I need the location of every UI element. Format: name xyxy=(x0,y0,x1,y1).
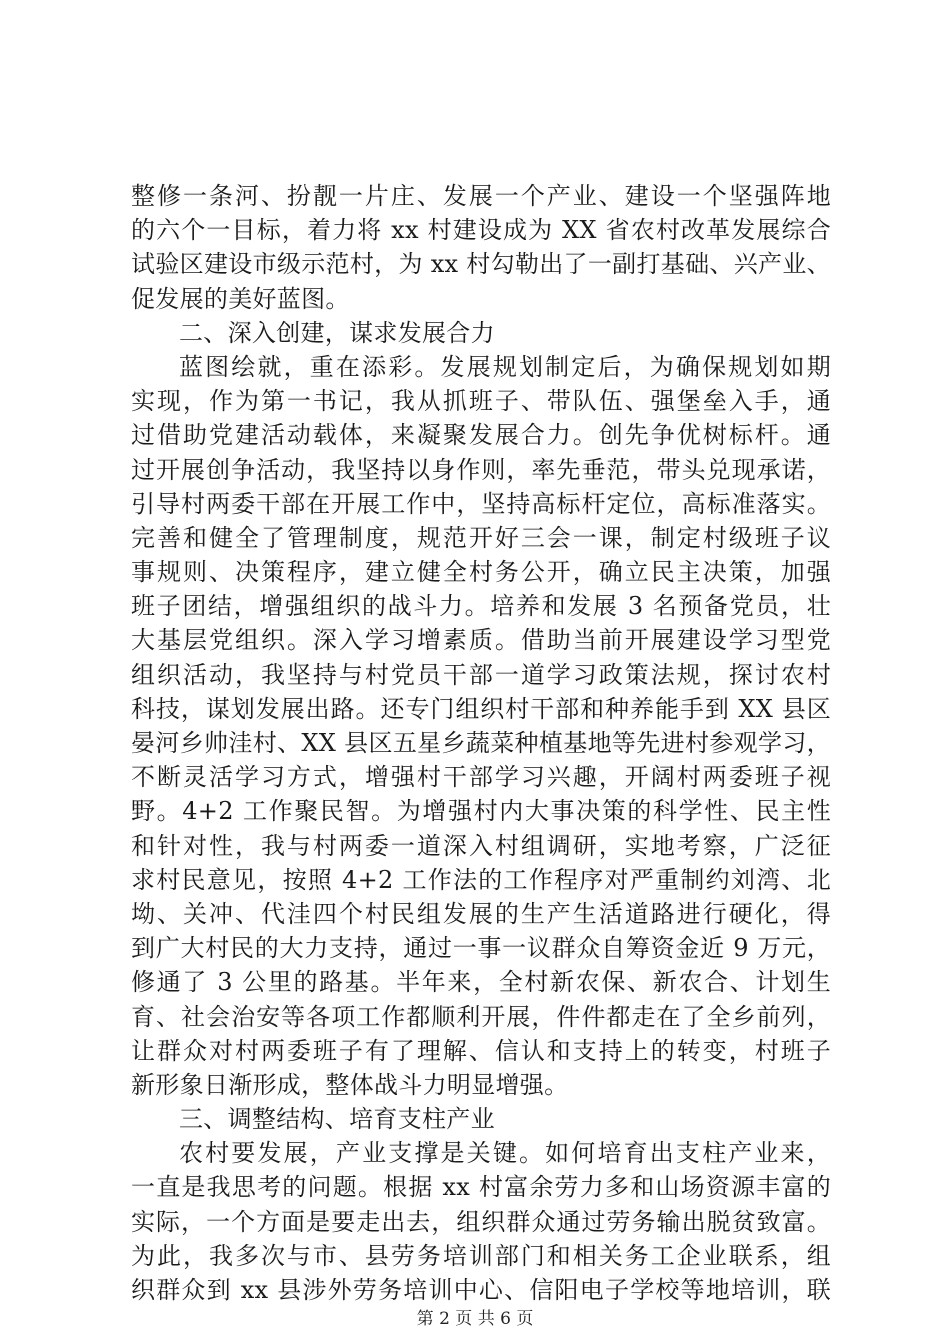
text-line: 修通了 3 公里的路基。半年来，全村新农保、新农合、计划生 xyxy=(131,968,831,997)
text-line: 为此，我多次与市、县劳务培训部门和相关务工企业联系，组 xyxy=(131,1241,831,1270)
text-line: 求村民意见，按照 4+2 工作法的工作程序对严重制约刘湾、北 xyxy=(131,865,831,894)
text-line: 坳、关冲、代洼四个村民组发展的生产生活道路进行硬化，得 xyxy=(131,899,831,928)
text-line: 引导村两委干部在开展工作中，坚持高标杆定位，高标准落实。 xyxy=(131,489,831,518)
text-line: 三、调整结构、培育支柱产业 xyxy=(179,1105,495,1134)
text-line: 农村要发展，产业支撑是关键。如何培育出支柱产业来， xyxy=(179,1139,831,1168)
text-line: 和针对性，我与村两委一道深入村组调研，实地考察，广泛征 xyxy=(131,831,831,860)
text-line: 促发展的美好蓝图。 xyxy=(131,284,350,313)
text-line: 事规则、决策程序，建立健全村务公开，确立民主决策，加强 xyxy=(131,558,831,587)
text-line: 大基层党组织。深入学习增素质。借助当前开展建设学习型党 xyxy=(131,626,831,655)
body-text xyxy=(131,179,831,1307)
text-line: 实际，一个方面是要走出去，组织群众通过劳务输出脱贫致富。 xyxy=(131,1207,831,1236)
text-line: 蓝图绘就，重在添彩。发展规划制定后，为确保规划如期 xyxy=(179,352,831,381)
text-line: 一直是我思考的问题。根据 xx 村富余劳力多和山场资源丰富的 xyxy=(131,1173,831,1202)
text-line: 晏河乡帅洼村、XX 县区五星乡蔬菜种植基地等先进村参观学习， xyxy=(131,729,831,757)
text-line: 不断灵活学习方式，增强村干部学习兴趣，开阔村两委班子视 xyxy=(131,763,831,792)
text-line: 实现，作为第一书记，我从抓班子、带队伍、强堡垒入手，通 xyxy=(131,387,831,416)
text-line: 野。4+2 工作聚民智。为增强村内大事决策的科学性、民主性 xyxy=(131,797,831,826)
text-line: 组织活动，我坚持与村党员干部一道学习政策法规，探讨农村 xyxy=(131,660,831,689)
text-line: 二、深入创建，谋求发展合力 xyxy=(179,318,495,347)
text-line: 试验区建设市级示范村，为 xx 村勾勒出了一副打基础、兴产业、 xyxy=(131,250,831,279)
text-line: 的六个一目标，着力将 xx 村建设成为 XX 省农村改革发展综合 xyxy=(131,216,831,245)
page-footer: 第 2 页 共 6 页 xyxy=(416,1309,534,1329)
text-line: 过借助党建活动载体，来凝聚发展合力。创先争优树标杆。通 xyxy=(131,421,831,450)
text-line: 完善和健全了管理制度，规范开好三会一课，制定村级班子议 xyxy=(131,523,831,552)
text-line: 过开展创争活动，我坚持以身作则，率先垂范，带头兑现承诺， xyxy=(131,455,831,484)
text-line: 织群众到 xx 县涉外劳务培训中心、信阳电子学校等地培训，联 xyxy=(131,1276,831,1304)
text-line: 让群众对村两委班子有了理解、信认和支持上的转变，村班子 xyxy=(131,1036,831,1065)
text-line: 整修一条河、扮靓一片庄、发展一个产业、建设一个坚强阵地 xyxy=(131,182,831,210)
text-line: 育、社会治安等各项工作都顺利开展，件件都走在了全乡前列， xyxy=(131,1002,831,1031)
text-line: 到广大村民的大力支持，通过一事一议群众自筹资金近 9 万元， xyxy=(131,934,831,963)
text-line: 班子团结，增强组织的战斗力。培养和发展 3 名预备党员，壮 xyxy=(131,592,831,621)
text-line: 科技，谋划发展出路。还专门组织村干部和种养能手到 XX 县区 xyxy=(131,694,831,723)
text-line: 新形象日渐形成，整体战斗力明显增强。 xyxy=(131,1070,569,1099)
